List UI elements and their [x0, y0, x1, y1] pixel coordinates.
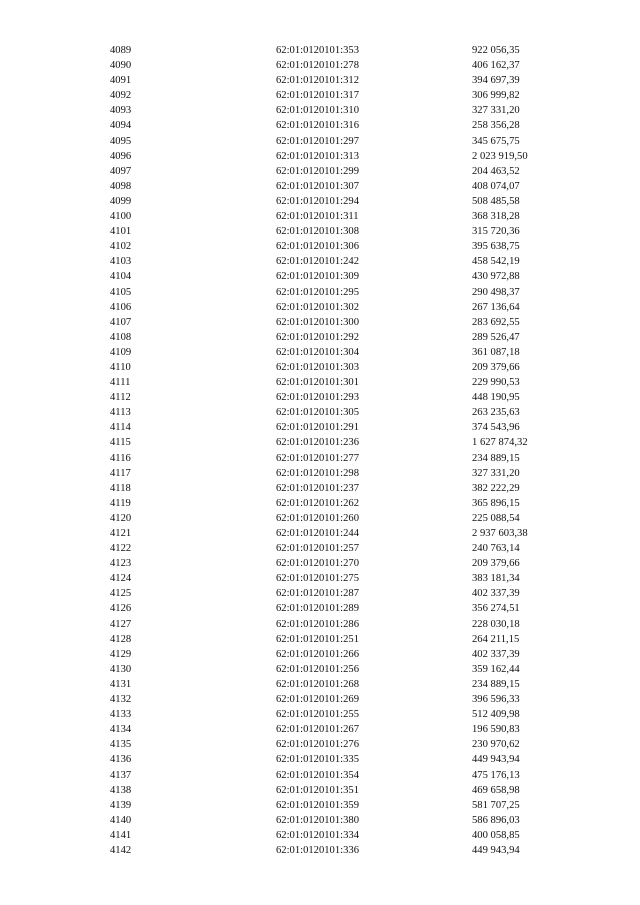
cadastral-number: 62:01:0120101:354: [276, 769, 359, 781]
row-number: 4106: [110, 301, 132, 313]
table-row: [110, 269, 592, 284]
cadastral-number: 62:01:0120101:313: [276, 150, 359, 162]
table-row: [110, 73, 592, 88]
cadastral-number: 62:01:0120101:308: [276, 226, 359, 238]
table-row: [110, 466, 592, 481]
cadastral-number: 62:01:0120101:295: [276, 286, 359, 298]
row-number: 4098: [110, 180, 132, 192]
registry-table: [110, 43, 592, 858]
cadastral-value: 290 498,37: [472, 286, 520, 298]
table-row: [110, 224, 592, 239]
cadastral-number: 62:01:0120101:293: [276, 392, 359, 404]
cadastral-value: 430 972,88: [472, 271, 520, 283]
cadastral-value: 264 211,15: [472, 633, 520, 645]
row-number: 4122: [110, 543, 132, 555]
cadastral-value: 365 896,15: [472, 497, 520, 509]
cadastral-value: 395 638,75: [472, 241, 520, 253]
table-row: [110, 783, 592, 798]
cadastral-number: 62:01:0120101:317: [276, 90, 359, 102]
table-row: [110, 239, 592, 254]
table-row: [110, 511, 592, 526]
row-number: 4119: [110, 497, 131, 509]
table-row: [110, 194, 592, 209]
table-row: [110, 58, 592, 73]
row-number: 4095: [110, 135, 132, 147]
row-number: 4133: [110, 709, 132, 721]
cadastral-number: 62:01:0120101:256: [276, 663, 359, 675]
table-row: [110, 662, 592, 677]
cadastral-number: 62:01:0120101:278: [276, 60, 359, 72]
cadastral-value: 204 463,52: [472, 165, 520, 177]
cadastral-number: 62:01:0120101:275: [276, 573, 359, 585]
table-row: [110, 345, 592, 360]
cadastral-number: 62:01:0120101:304: [276, 346, 359, 358]
cadastral-number: 62:01:0120101:380: [276, 814, 359, 826]
cadastral-number: 62:01:0120101:353: [276, 45, 359, 56]
table-row: [110, 677, 592, 692]
cadastral-value: 512 409,98: [472, 709, 520, 721]
cadastral-value: 449 943,94: [472, 844, 520, 856]
cadastral-number: 62:01:0120101:244: [276, 528, 359, 539]
table-row: [110, 300, 592, 315]
cadastral-value: 258 356,28: [472, 120, 520, 132]
row-number: 4124: [110, 573, 132, 585]
row-number: 4101: [110, 226, 132, 238]
cadastral-number: 62:01:0120101:311: [276, 211, 359, 223]
cadastral-value: 327 331,20: [472, 105, 520, 117]
cadastral-number: 62:01:0120101:262: [276, 497, 359, 509]
row-number: 4091: [110, 75, 132, 87]
cadastral-number: 62:01:0120101:351: [276, 784, 359, 796]
cadastral-number: 62:01:0120101:289: [276, 603, 359, 615]
row-number: 4120: [110, 512, 132, 524]
row-number: 4099: [110, 195, 132, 207]
cadastral-number: 62:01:0120101:294: [276, 195, 359, 207]
table-row: [110, 481, 592, 496]
table-row: [110, 526, 592, 541]
cadastral-number: 62:01:0120101:298: [276, 467, 359, 479]
cadastral-number: 62:01:0120101:269: [276, 694, 359, 706]
row-number: 4139: [110, 799, 132, 811]
row-number: 4112: [110, 392, 131, 404]
cadastral-value: 368 318,28: [472, 211, 520, 223]
row-number: 4093: [110, 105, 132, 117]
cadastral-value: 230 970,62: [472, 739, 520, 751]
cadastral-number: 62:01:0120101:307: [276, 180, 359, 192]
table-row: [110, 164, 592, 179]
table-row: [110, 420, 592, 435]
row-number: 4134: [110, 724, 132, 736]
cadastral-value: 374 543,96: [472, 422, 520, 434]
table-row: [110, 813, 592, 828]
row-number: 4105: [110, 286, 132, 298]
cadastral-number: 62:01:0120101:257: [276, 543, 359, 555]
row-number: 4107: [110, 316, 132, 328]
cadastral-value: 922 056,35: [472, 45, 520, 56]
row-number: 4103: [110, 256, 132, 268]
row-number: 4140: [110, 814, 132, 826]
table-row: [110, 601, 592, 616]
cadastral-value: 209 379,66: [472, 361, 520, 373]
row-number: 4137: [110, 769, 132, 781]
cadastral-value: 209 379,66: [472, 558, 520, 570]
row-number: 4127: [110, 618, 132, 630]
cadastral-number: 62:01:0120101:236: [276, 437, 359, 449]
cadastral-value: 469 658,98: [472, 784, 520, 796]
table-row: [110, 707, 592, 722]
table-row: [110, 768, 592, 783]
cadastral-number: 62:01:0120101:270: [276, 558, 359, 570]
table-row: [110, 496, 592, 511]
row-number: 4142: [110, 844, 132, 856]
cadastral-value: 402 337,39: [472, 648, 520, 660]
table-row: [110, 692, 592, 707]
cadastral-value: 234 889,15: [472, 678, 520, 690]
cadastral-value: 449 943,94: [472, 754, 520, 766]
table-row: [110, 134, 592, 149]
cadastral-number: 62:01:0120101:335: [276, 754, 359, 766]
cadastral-number: 62:01:0120101:242: [276, 256, 359, 268]
cadastral-value: 327 331,20: [472, 467, 520, 479]
cadastral-number: 62:01:0120101:310: [276, 105, 359, 117]
table-row: [110, 435, 592, 450]
row-number: 4121: [110, 528, 132, 539]
row-number: 4094: [110, 120, 132, 132]
row-number: 4130: [110, 663, 132, 675]
cadastral-value: 475 176,13: [472, 769, 520, 781]
cadastral-value: 315 720,36: [472, 226, 520, 238]
cadastral-number: 62:01:0120101:316: [276, 120, 359, 132]
cadastral-value: 400 058,85: [472, 829, 520, 841]
cadastral-value: 229 990,53: [472, 377, 520, 389]
cadastral-value: 228 030,18: [472, 618, 520, 630]
row-number: 4118: [110, 482, 131, 494]
cadastral-number: 62:01:0120101:267: [276, 724, 359, 736]
row-number: 4100: [110, 211, 132, 223]
table-row: [110, 405, 592, 420]
row-number: 4128: [110, 633, 132, 645]
cadastral-value: 267 136,64: [472, 301, 520, 313]
row-number: 4141: [110, 829, 132, 841]
cadastral-number: 62:01:0120101:268: [276, 678, 359, 690]
cadastral-value: 581 707,25: [472, 799, 520, 811]
cadastral-value: 361 087,18: [472, 346, 520, 358]
table-row: [110, 118, 592, 133]
table-row: [110, 179, 592, 194]
cadastral-number: 62:01:0120101:237: [276, 482, 359, 494]
table-row: [110, 390, 592, 405]
table-row: [110, 285, 592, 300]
row-number: 4104: [110, 271, 132, 283]
cadastral-value: 356 274,51: [472, 603, 520, 615]
cadastral-number: 62:01:0120101:291: [276, 422, 359, 434]
row-number: 4135: [110, 739, 132, 751]
cadastral-value: 359 162,44: [472, 663, 520, 675]
cadastral-value: 458 542,19: [472, 256, 520, 268]
cadastral-value: 306 999,82: [472, 90, 520, 102]
cadastral-value: 382 222,29: [472, 482, 520, 494]
row-number: 4113: [110, 407, 131, 419]
row-number: 4096: [110, 150, 132, 162]
cadastral-value: 196 590,83: [472, 724, 520, 736]
table-row: [110, 571, 592, 586]
row-number: 4114: [110, 422, 131, 434]
cadastral-number: 62:01:0120101:277: [276, 452, 359, 464]
cadastral-value: 2 023 919,50: [472, 150, 528, 162]
row-number: 4115: [110, 437, 131, 449]
cadastral-number: 62:01:0120101:286: [276, 618, 359, 630]
cadastral-value: 508 485,58: [472, 195, 520, 207]
table-row: [110, 149, 592, 164]
cadastral-value: 383 181,34: [472, 573, 520, 585]
table-row: [110, 360, 592, 375]
row-number: 4111: [110, 377, 131, 389]
table-row: [110, 88, 592, 103]
cadastral-value: 406 162,37: [472, 60, 520, 72]
table-row: [110, 541, 592, 556]
table-row: [110, 828, 592, 843]
row-number: 4117: [110, 467, 131, 479]
table-row: [110, 752, 592, 767]
table-row: [110, 315, 592, 330]
cadastral-value: 234 889,15: [472, 452, 520, 464]
cadastral-number: 62:01:0120101:255: [276, 709, 359, 721]
row-number: 4092: [110, 90, 132, 102]
row-number: 4123: [110, 558, 132, 570]
row-number: 4132: [110, 694, 132, 706]
cadastral-number: 62:01:0120101:276: [276, 739, 359, 751]
cadastral-value: 283 692,55: [472, 316, 520, 328]
cadastral-number: 62:01:0120101:306: [276, 241, 359, 253]
cadastral-number: 62:01:0120101:292: [276, 331, 359, 343]
cadastral-value: 396 596,33: [472, 694, 520, 706]
row-number: 4116: [110, 452, 131, 464]
cadastral-number: 62:01:0120101:336: [276, 844, 359, 856]
cadastral-value: 448 190,95: [472, 392, 520, 404]
table-row: [110, 43, 592, 58]
table-row: [110, 451, 592, 466]
cadastral-number: 62:01:0120101:301: [276, 377, 359, 389]
cadastral-number: 62:01:0120101:303: [276, 361, 359, 373]
cadastral-value: 394 697,39: [472, 75, 520, 87]
cadastral-number: 62:01:0120101:260: [276, 512, 359, 524]
cadastral-number: 62:01:0120101:300: [276, 316, 359, 328]
cadastral-number: 62:01:0120101:297: [276, 135, 359, 147]
row-number: 4109: [110, 346, 132, 358]
table-row: [110, 556, 592, 571]
cadastral-value: 289 526,47: [472, 331, 520, 343]
row-number: 4129: [110, 648, 132, 660]
registry-table-body: [110, 43, 592, 858]
table-row: [110, 254, 592, 269]
cadastral-value: 240 763,14: [472, 543, 520, 555]
row-number: 4125: [110, 588, 132, 600]
table-row: [110, 330, 592, 345]
cadastral-value: 402 337,39: [472, 588, 520, 600]
cadastral-number: 62:01:0120101:309: [276, 271, 359, 283]
row-number: 4110: [110, 361, 131, 373]
row-number: 4097: [110, 165, 132, 177]
cadastral-value: 586 896,03: [472, 814, 520, 826]
cadastral-number: 62:01:0120101:251: [276, 633, 359, 645]
cadastral-value: 408 074,07: [472, 180, 520, 192]
row-number: 4090: [110, 60, 132, 72]
cadastral-value: 225 088,54: [472, 512, 520, 524]
cadastral-number: 62:01:0120101:312: [276, 75, 359, 87]
table-row: [110, 798, 592, 813]
table-row: [110, 617, 592, 632]
row-number: 4089: [110, 45, 132, 56]
cadastral-number: 62:01:0120101:359: [276, 799, 359, 811]
row-number: 4131: [110, 678, 132, 690]
row-number: 4108: [110, 331, 132, 343]
cadastral-value: 2 937 603,38: [472, 528, 528, 539]
cadastral-number: 62:01:0120101:305: [276, 407, 359, 419]
cadastral-value: 345 675,75: [472, 135, 520, 147]
cadastral-number: 62:01:0120101:302: [276, 301, 359, 313]
row-number: 4102: [110, 241, 132, 253]
table-row: [110, 209, 592, 224]
cadastral-number: 62:01:0120101:287: [276, 588, 359, 600]
table-row: [110, 737, 592, 752]
table-row: [110, 647, 592, 662]
row-number: 4138: [110, 784, 132, 796]
table-row: [110, 843, 592, 858]
table-row: [110, 375, 592, 390]
cadastral-number: 62:01:0120101:299: [276, 165, 359, 177]
table-row: [110, 632, 592, 647]
row-number: 4136: [110, 754, 132, 766]
cadastral-number: 62:01:0120101:334: [276, 829, 359, 841]
table-row: [110, 722, 592, 737]
table-row: [110, 586, 592, 601]
cadastral-value: 1 627 874,32: [472, 437, 528, 449]
cadastral-value: 263 235,63: [472, 407, 520, 419]
table-row: [110, 103, 592, 118]
cadastral-number: 62:01:0120101:266: [276, 648, 359, 660]
row-number: 4126: [110, 603, 132, 615]
